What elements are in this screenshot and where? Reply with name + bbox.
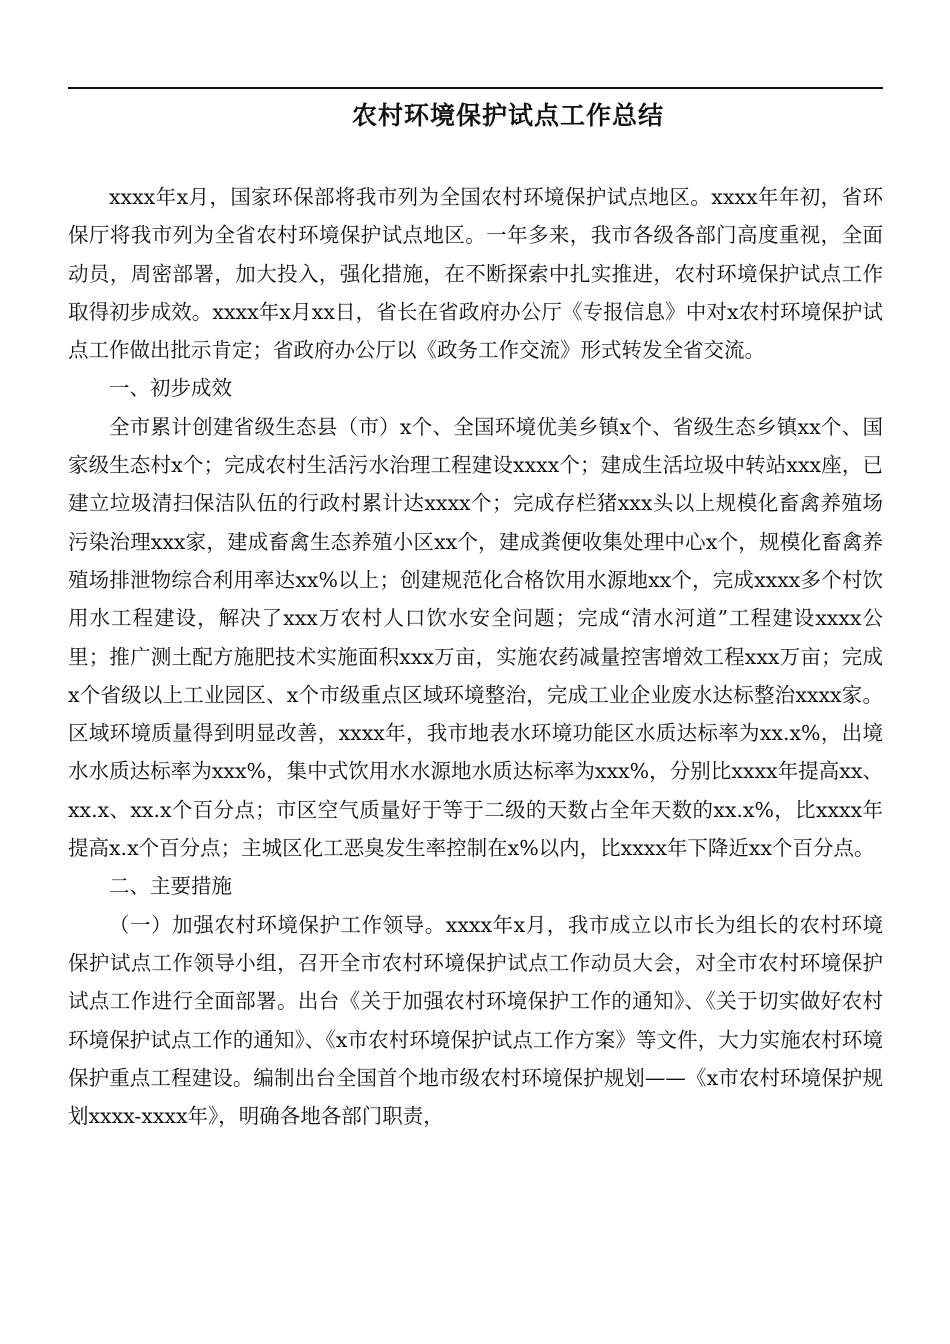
document-body xyxy=(68,178,883,1135)
results-paragraph: 全市累计创建省级生态县（市）x个、全国环境优美乡镇x个、省级生态乡镇xx个、国家级生态村x个；完成农村生活污水治理工程建设xxxx个；建成生活垃圾中转站xxx座，已建立垃圾清扫保洁队伍的行政村累计达xxxx个；完成存栏猪xxx头以上规模化畜禽养殖场污染治理xxx家，建成畜禽生态养殖小区xx个，建成粪便收集处理中心x个，规模化畜禽养殖场排泄物综合利用率达xx%以上；创建规范化合格饮用水源地xx个，完成xxxx多个村饮用水工程建设，解决了xxx万农村人口饮水安全问题；完成“清水河道”工程建设xxxx公里；推广测土配方施肥技术实施面积xxx万亩，实施农药减量控害增效工程xxx万亩；完成x个省级以上工业园区、x个市级重点区域环境整治，完成工业企业废水达标整治xxxx家。区域环境质量得到明显改善，xxxx年，我市地表水环境功能区水质达标率为xx.x%，出境水水质达标率为xxx%，集中式饮用水水源地水质达标率为xxx%，分别比xxxx年提高xx、xx.x、xx.x个百分点；市区空气质量好于等于二级的天数占全年天数的xx.x%，比xxxx年提高x.x个百分点；主城区化工恶臭发生率控制在x%以内，比xxxx年下降近xx个百分点。 xyxy=(68,414,883,861)
document-title: 农村环境保护试点工作总结 xyxy=(351,101,664,130)
section-heading-results: 一、初步成效 xyxy=(109,376,232,401)
header-rule xyxy=(68,87,883,89)
intro-paragraph: xxxx年x月，国家环保部将我市列为全国农村环境保护试点地区。xxxx年年初，省环保厅将我市列为全省农村环境保护试点地区。一年多来，我市各级各部门高度重视，全面动员，周密部署，加大投入，强化措施，在不断探索中扎实推进，农村环境保护试点工作取得初步成效。xxxx年x月xx日，省长在省政府办公厅《专报信息》中对x农村环境保护试点工作做出批示肯定；省政府办公厅以《政务工作交流》形式转发全省交流。 xyxy=(68,185,883,363)
measures-paragraph: （一）加强农村环境保护工作领导。xxxx年x月，我市成立以市长为组长的农村环境保护试点工作领导小组，召开全市农村环境保护试点工作动员大会，对全市农村环境保护试点工作进行全面部署。出台《关于加强农村环境保护工作的通知》、《关于切实做好农村环境保护试点工作的通知》、《x市农村环境保护试点工作方案》等文件，大力实施农村环境保护重点工程建设。编制出台全国首个地市级农村环境保护规划——《x市农村环境保护规划xxxx-xxxx年》，明确各地各部门职责， xyxy=(68,912,883,1129)
section-heading-measures: 二、主要措施 xyxy=(109,874,232,899)
